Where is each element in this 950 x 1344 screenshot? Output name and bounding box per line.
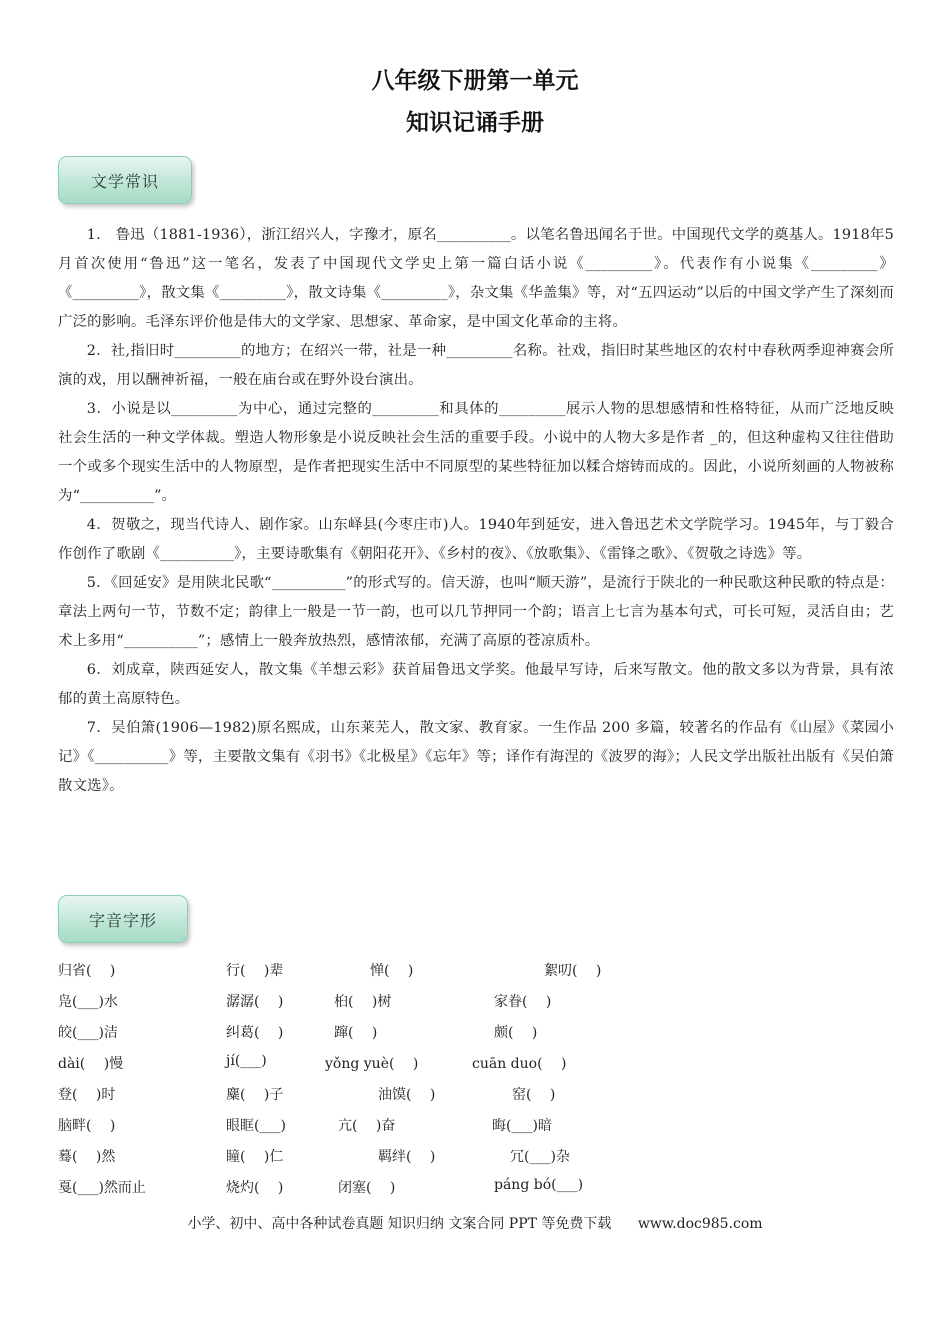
pronunciation-item: 冗(___)杂 (510, 1149, 570, 1165)
page-subtitle: 知识记诵手册 (406, 110, 544, 136)
footer-text: 小学、初中、高中各种试卷真题 知识归纳 文案合同 PPT 等免费下载 (187, 1216, 612, 1232)
pronunciation-item: 家眷( ) (494, 994, 552, 1010)
pronunciation-item: 戛(___)然而止 (58, 1180, 146, 1196)
pronunciation-item: dài( )慢 (58, 1056, 124, 1072)
pronunciation-item: 闭塞( ) (338, 1180, 396, 1196)
pronunciation-item: cuān duo( ) (472, 1056, 567, 1072)
pronunciation-item: 羁绊( ) (378, 1149, 436, 1165)
page-footer (0, 1213, 950, 1233)
footer-url[interactable]: www.doc985.com (637, 1216, 763, 1232)
pronunciation-item: 烧灼( ) (226, 1180, 284, 1196)
pronunciation-item: 麋( )子 (226, 1087, 284, 1103)
pronunciation-item: 窑( ) (512, 1087, 556, 1103)
literature-item-3: 3．小说是以_________为中心，通过完整的_________和具体的_________展示人物的思想感情和性格特征，从而广泛地反映社会生活的一种文学体裁。塑造人物形象是小说反映社会生活的重要手段。小说中的人物大多是作者 _的，但这种虚构又往往借助一个或多个现实生活中的人物原型，是作者把现实生活中不同原型的某些特征加以糅合熔铸而成的。因此，小说所刻画的人物被称为“__________”。 (58, 401, 894, 504)
pronunciation-row (58, 987, 658, 1018)
pronunciation-item: 晦(___)暗 (492, 1118, 552, 1134)
pronunciation-item: 瞳( )仁 (226, 1149, 284, 1165)
pronunciation-item: 潺潺( ) (226, 994, 284, 1010)
literature-item-4: 4．贺敬之，现当代诗人、剧作家。山东峄县(今枣庄市)人。1940年到延安，进入鲁迅艺术文学院学习。1945年，与丁毅合作创作了歌剧《__________》，主要诗歌集有《朝阳花开》、《乡村的夜》、《放歌集》、《雷锋之歌》、《贺敬之诗选》等。 (58, 517, 894, 562)
pronunciation-item: 蓦( )然 (58, 1149, 116, 1165)
page-title: 八年级下册第一单元 (371, 68, 579, 94)
pronunciation-item: 归省( ) (58, 963, 116, 979)
pronunciation-item: 颇( ) (494, 1025, 538, 1041)
pronunciation-row (58, 1018, 658, 1049)
pronunciation-row (58, 1049, 658, 1080)
literature-item-5: 5．《回延安》是用陕北民歌“__________”的形式写的。信天游，也叫“顺天游”，是流行于陕北的一种民歌这种民歌的特点是：章法上两句一节，节数不定；韵律上一般是一节一韵，也可以几节押同一个韵；语言上七言为基本句式，可长可短，灵活自由；艺术上多用“__________”；感情上一般奔放热烈，感情浓郁，充满了高原的苍凉质朴。 (58, 575, 894, 649)
section-badge-pronunciation: 字音字形 (58, 895, 188, 943)
pronunciation-row (58, 956, 658, 987)
pronunciation-item: 眼眶(___) (226, 1118, 286, 1134)
pronunciation-item: páng bó(___) (494, 1177, 584, 1193)
literature-item-2: 2．社,指旧时_________的地方；在绍兴一带，社是一种_________名称。社戏，指旧时某些地区的农村中春秋两季迎神赛会所演的戏，用以酬神祈福，一般在庙台或在野外设台演出。 (58, 343, 894, 388)
pronunciation-item: 油馍( ) (378, 1087, 436, 1103)
pronunciation-item: 脑畔( ) (58, 1118, 116, 1134)
literature-item-1: 1. 鲁迅（1881-1936），浙江绍兴人，字豫才，原名__________。以笔名鲁迅闻名于世。中国现代文学的奠基人。1918年5月首次使用“鲁迅”这一笔名，发表了中国现代文学史上第一篇白话小说《_________》。代表作有小说集《_________》《_________》，散文集《_________》，散文诗集《_________》，杂文集《华盖集》等，对“五四运动”以后的中国文学产生了深刻而广泛的影响。毛泽东评价他是伟大的文学家、思想家、革命家，是中国文化革命的主将。 (58, 227, 894, 330)
pronunciation-row (58, 1142, 658, 1173)
pronunciation-row (58, 1111, 658, 1142)
pronunciation-item: 登( )时 (58, 1087, 116, 1103)
pronunciation-item: 惮( ) (370, 963, 414, 979)
pronunciation-item: yǒng yuè( ) (325, 1056, 419, 1072)
pronunciation-item: 亢( )奋 (338, 1118, 396, 1134)
pronunciation-item: 絮叨( ) (544, 963, 602, 979)
pronunciation-item: 凫(___)水 (58, 994, 118, 1010)
pronunciation-item: jí(___) (226, 1053, 267, 1069)
pronunciation-item: 桕( )树 (334, 994, 392, 1010)
pronunciation-item: 蹿( ) (334, 1025, 378, 1041)
pronunciation-row (58, 1173, 658, 1204)
section-badge-literature: 文学常识 (58, 156, 192, 204)
literature-item-6: 6．刘成章，陕西延安人，散文集《羊想云彩》获首届鲁迅文学奖。他最早写诗，后来写散文。他的散文多以为背景，具有浓郁的黄土高原特色。 (58, 662, 894, 707)
literature-item-7: 7．吴伯箫(1906—1982)原名熙成，山东莱芜人，散文家、教育家。一生作品 200 多篇，较著名的作品有《山屋》《菜园小记》《__________》等，主要散文集有《羽书》《北极星》《忘年》等；译作有海涅的《波罗的海》；人民文学出版社出版有《吴伯箫散文选》。 (58, 720, 894, 794)
pronunciation-item: 纠葛( ) (226, 1025, 284, 1041)
pronunciation-row (58, 1080, 658, 1111)
literature-section (58, 221, 894, 801)
pronunciation-grid (58, 956, 658, 1204)
pronunciation-item: 行( )辈 (226, 963, 284, 979)
pronunciation-item: 皎(___)洁 (58, 1025, 118, 1041)
